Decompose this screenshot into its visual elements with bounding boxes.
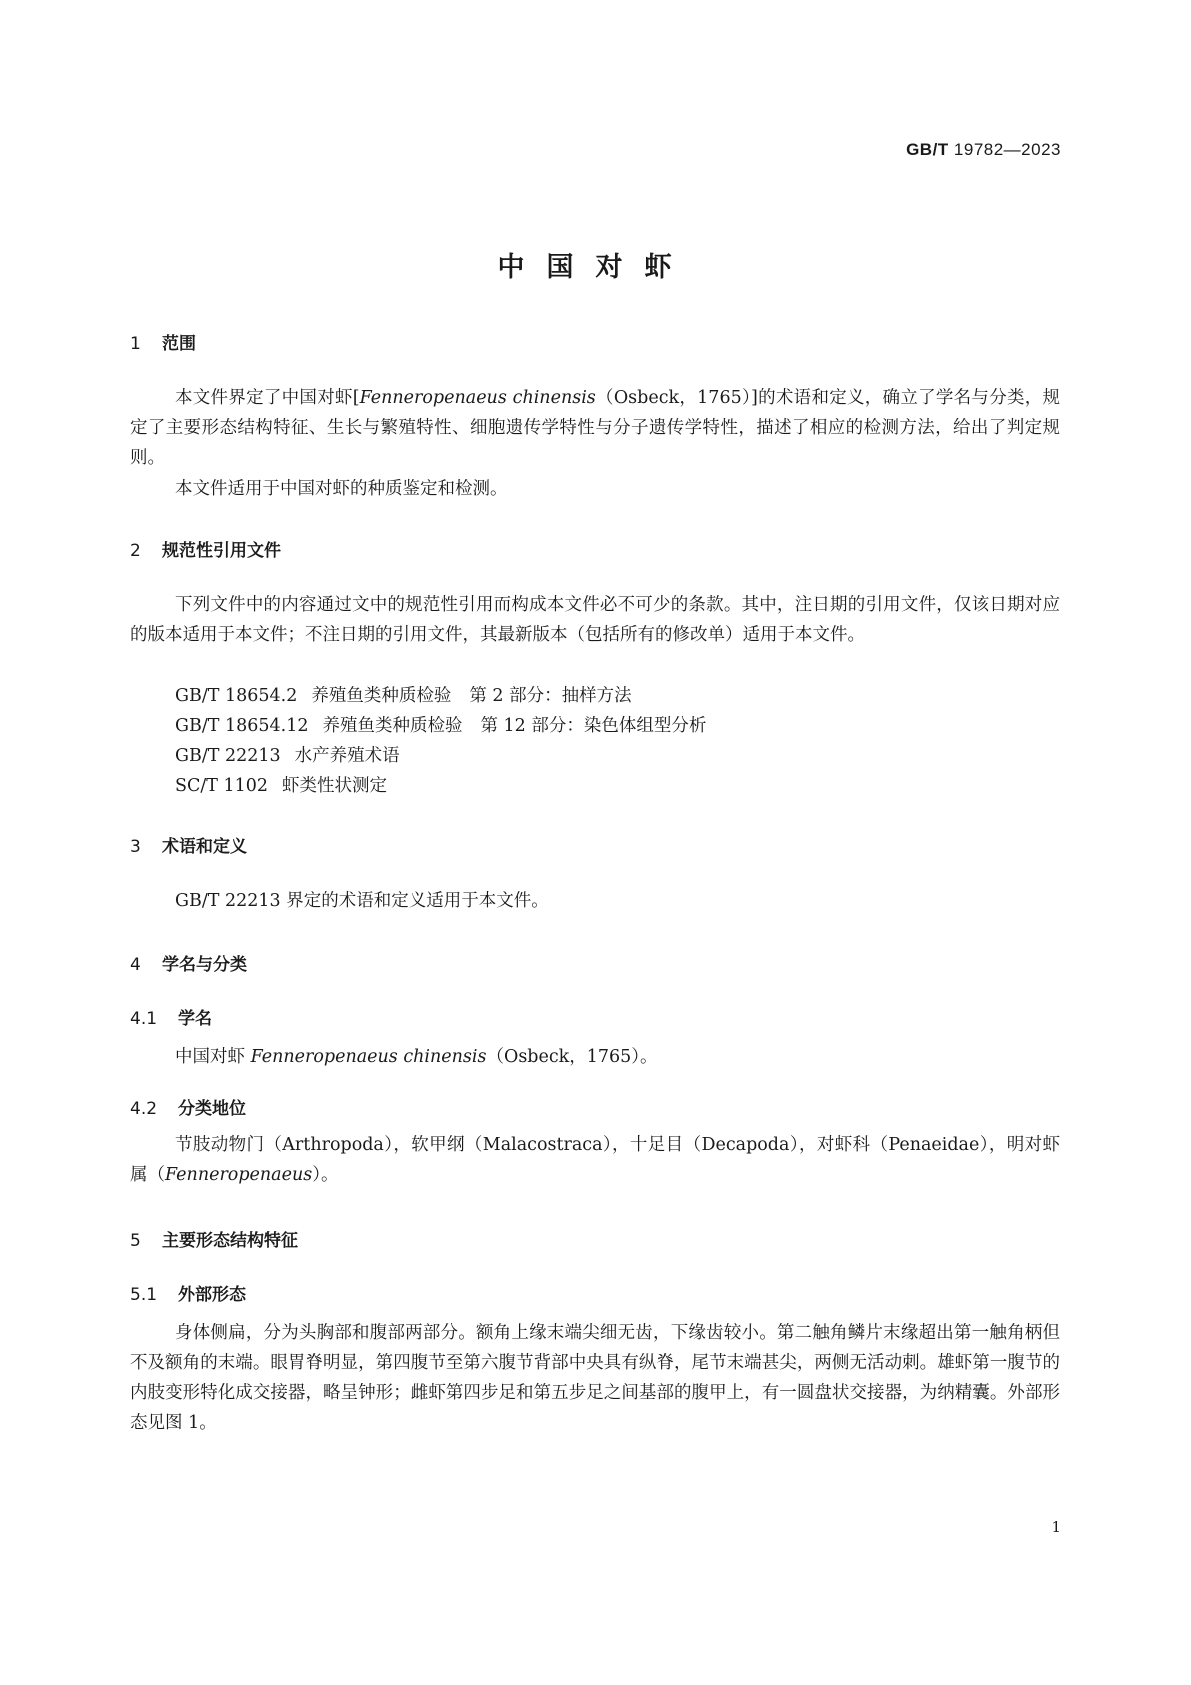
section-2-heading: 2 规范性引用文件 bbox=[130, 541, 281, 561]
section-2-paragraph-1: 下列文件中的内容通过文中的规范性引用而构成本文件必不可少的条款。其中，注日期的引用文件，仅该日期对应的版本适用于本文件；不注日期的引用文件，其最新版本（包括所有的修改单）适用于本文件。 bbox=[130, 595, 1060, 645]
section-4-heading: 4 学名与分类 bbox=[130, 955, 247, 975]
section-1-heading: 1 范围 bbox=[130, 334, 196, 354]
section-4-1-heading: 4.1 学名 bbox=[130, 1009, 212, 1029]
section-5-1-paragraph: 身体侧扁，分为头胸部和腹部两部分。额角上缘末端尖细无齿，下缘齿较小。第二触角鳞片末缘超出第一触角柄但不及额角的末端。眼胃脊明显，第四腹节至第六腹节背部中央具有纵脊，尾节末端甚尖，两侧无活动刺。雄虾第一腹节的内肢变形特化成交接器，略呈钟形；雌虾第四步足和第五步足之间基部的腹甲上，有一圆盘状交接器，为纳精囊。外部形态见图 1。 bbox=[130, 1323, 1060, 1433]
reference-item: SC/T 1102 虾类性状测定 bbox=[175, 776, 388, 796]
reference-item: GB/T 18654.12 养殖鱼类种质检验 第 12 部分：染色体组型分析 bbox=[175, 716, 707, 736]
section-4-2-paragraph: 节肢动物门（Arthropoda），软甲纲（Malacostraca），十足目（Decapoda），对虾科（Penaeidae），明对虾属（Fenneropenaeus）。 bbox=[130, 1135, 1060, 1185]
document-title: 中国对虾 bbox=[497, 252, 694, 283]
section-3-paragraph-1: GB/T 22213 界定的术语和定义适用于本文件。 bbox=[175, 891, 549, 911]
page-number: 1 bbox=[1051, 1518, 1061, 1536]
section-4-2-heading: 4.2 分类地位 bbox=[130, 1099, 246, 1119]
reference-item: GB/T 22213 水产养殖术语 bbox=[175, 746, 400, 766]
section-1-paragraph-1: 本文件界定了中国对虾[Fenneropenaeus chinensis（Osbeck，1765）]的术语和定义，确立了学名与分类，规定了主要形态结构特征、生长与繁殖特性、细胞遗传学特性与分子遗传学特性，描述了相应的检测方法，给出了判定规则。 bbox=[130, 388, 1061, 468]
section-4-1-paragraph: 中国对虾 Fenneropenaeus chinensis（Osbeck，1765）。 bbox=[175, 1047, 658, 1067]
section-1-paragraph-2: 本文件适用于中国对虾的种质鉴定和检测。 bbox=[175, 479, 508, 499]
section-5-1-heading: 5.1 外部形态 bbox=[130, 1285, 246, 1305]
reference-item: GB/T 18654.2 养殖鱼类种质检验 第 2 部分：抽样方法 bbox=[175, 686, 632, 706]
document-code: GB/T 19782—2023 bbox=[906, 140, 1061, 159]
section-5-heading: 5 主要形态结构特征 bbox=[130, 1231, 298, 1251]
section-3-heading: 3 术语和定义 bbox=[130, 837, 247, 857]
